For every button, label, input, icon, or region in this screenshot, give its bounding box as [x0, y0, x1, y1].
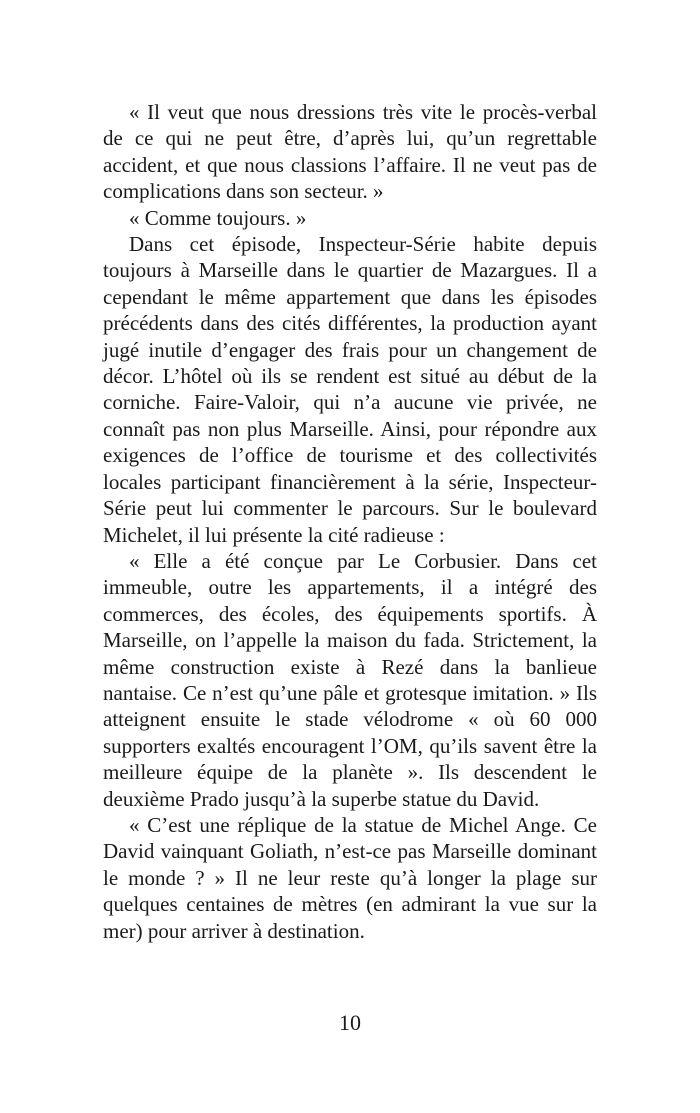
paragraph-episode-marseille: Dans cet épisode, Inspecteur-Série habite depuis toujours à Marseille dans le quartier de Mazargues. Il a cependant le même appartement que dans les épisodes précédents dans des cités différentes, la production ayant jugé inutile d’engager des frais pour un changement de décor. L’hôtel où ils se rendent est situé au début de la corniche. Faire-Valoir, qui n’a aucune vie privée, ne connaît pas non plus Marseille. Ainsi, pour répondre aux exigences de l’office de tourisme et des collectivités locales participant financièrement à la série, Inspecteur-Série peut lui commenter le parcours. Sur le boulevard Michelet, il lui présente la cité radieuse :	[103, 232, 597, 547]
paragraph-statue-david: « C’est une réplique de la statue de Michel Ange. Ce David vainquant Goliath, n’est-ce pas Marseille dominant le monde ? » Il ne leur reste qu’à longer la plage sur quelques centaines de mètres (en admirant la vue sur la mer) pour arriver à destination.	[103, 812, 597, 943]
page-number: 10	[339, 1010, 361, 1035]
page-body	[103, 99, 597, 944]
paragraph-procès-verbal: « Il veut que nous dressions très vite le procès-verbal de ce qui ne peut être, d’après lui, qu’un regrettable accident, et que nous classions l’affaire. Il ne veut pas de complications dans son secteur. »	[103, 100, 597, 204]
paragraph-comme-toujours: « Comme toujours. »	[129, 205, 307, 230]
paragraph-cite-radieuse: « Elle a été conçue par Le Corbusier. Dans cet immeuble, outre les appartements, il a intégré des commerces, des écoles, des équipements sportifs. À Marseille, on l’appelle la maison du fada. Strictement, la même construction existe à Rezé dans la banlieue nantaise. Ce n’est qu’une pâle et grotesque imitation. » Ils atteignent ensuite le stade vélodrome « où 60 000 supporters exaltés encouragent l’OM, qu’ils savent être la meilleure équipe de la planète ». Ils descendent le deuxième Prado jusqu’à la superbe statue du David.	[103, 548, 597, 811]
